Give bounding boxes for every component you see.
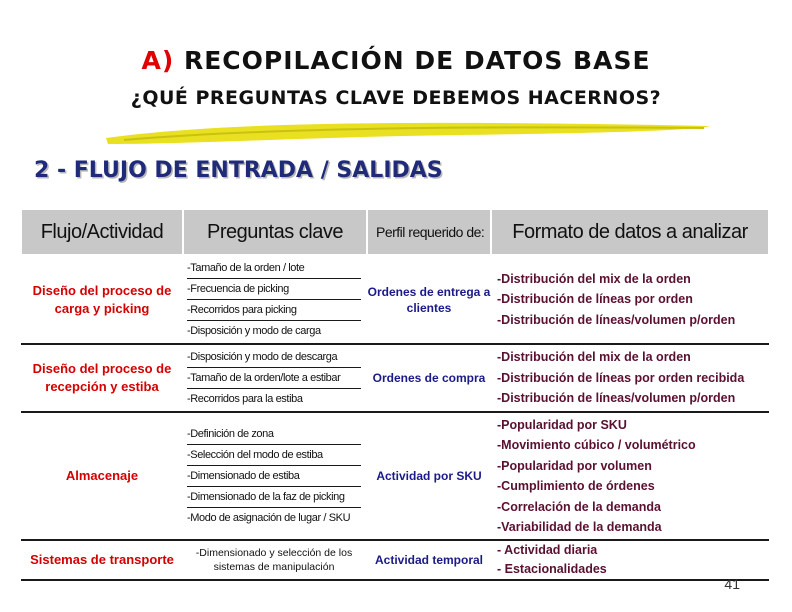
format-item: - Actividad diaria (497, 543, 598, 557)
table-row (21, 412, 769, 540)
questions-cell (183, 540, 367, 580)
header-questions: Preguntas clave (183, 209, 367, 255)
table-row (21, 540, 769, 580)
format-item: -Distribución de líneas/volumen p/orden (497, 391, 736, 406)
profile-cell: Actividad temporal (367, 540, 491, 580)
slide-title (0, 46, 792, 75)
question-item: -Modo de asignación de lugar / SKU (187, 512, 351, 524)
question-item: -Dimensionado y selección de los sistemas de manipulación (195, 547, 353, 573)
questions-cell (183, 412, 367, 540)
format-item: -Distribución de líneas por orden (497, 292, 693, 307)
question-item: -Dimensionado de estiba (187, 466, 361, 487)
question-item: -Recorridos para picking (187, 300, 361, 321)
question-item: -Tamaño de la orden / lote (187, 258, 361, 279)
section-subtitle: 2 - FLUJO DE ENTRADA / SALIDAS (34, 158, 443, 183)
question-item: -Recorridos para la estiba (187, 393, 303, 405)
table-row (21, 255, 769, 344)
page-number: 41 (724, 576, 740, 592)
flow-cell: Almacenaje (21, 412, 183, 540)
title-letter: A) (141, 46, 175, 75)
flow-cell: Diseño del proceso de carga y picking (21, 255, 183, 344)
yellow-swoosh-decoration (104, 118, 712, 146)
format-item: -Variabilidad de la demanda (497, 520, 662, 534)
question-item: -Disposición y modo de carga (187, 325, 321, 337)
flow-cell: Sistemas de transporte (21, 540, 183, 580)
format-cell (491, 255, 769, 344)
questions-cell (183, 255, 367, 344)
profile-cell: Ordenes de compra (367, 344, 491, 412)
question-item: -Disposición y modo de descarga (187, 347, 361, 368)
header-format: Formato de datos a analizar (491, 209, 769, 255)
format-item: -Distribución de líneas/volumen p/orden (497, 312, 736, 327)
flow-questions-table (20, 208, 770, 581)
question-item: -Definición de zona (187, 424, 361, 445)
table-row (21, 344, 769, 412)
format-item: -Distribución del mix de la orden (497, 271, 691, 286)
format-item: -Popularidad por SKU (497, 417, 627, 432)
format-cell (491, 540, 769, 580)
table-header-row (21, 209, 769, 255)
format-cell (491, 344, 769, 412)
format-item: -Distribución del mix de la orden (497, 350, 691, 365)
question-item: -Selección del modo de estiba (187, 445, 361, 466)
format-item: -Correlación de la demanda (497, 499, 661, 514)
questions-cell (183, 344, 367, 412)
slide-question: ¿QUÉ PREGUNTAS CLAVE DEBEMOS HACERNOS? (130, 87, 662, 109)
format-item: -Distribución de líneas por orden recibida (497, 370, 745, 385)
format-cell (491, 412, 769, 540)
title-text: RECOPILACIÓN DE DATOS BASE (183, 46, 651, 75)
format-item: -Popularidad por volumen (497, 458, 652, 473)
format-item: -Movimiento cúbico / volumétrico (497, 438, 696, 452)
question-item: -Dimensionado de la faz de picking (187, 487, 361, 508)
profile-cell: Actividad por SKU (367, 412, 491, 540)
question-item: -Tamaño de la orden/lote a estibar (187, 368, 361, 389)
profile-cell: Ordenes de entrega a clientes (367, 255, 491, 344)
format-item: - Estacionalidades (497, 562, 607, 576)
flow-cell: Diseño del proceso de recepción y estiba (21, 344, 183, 412)
question-item: -Frecuencia de picking (187, 279, 361, 300)
format-item: -Cumplimiento de órdenes (497, 479, 655, 493)
header-profile: Perfil requerido de: (367, 209, 491, 255)
header-flow: Flujo/Actividad (21, 209, 183, 255)
